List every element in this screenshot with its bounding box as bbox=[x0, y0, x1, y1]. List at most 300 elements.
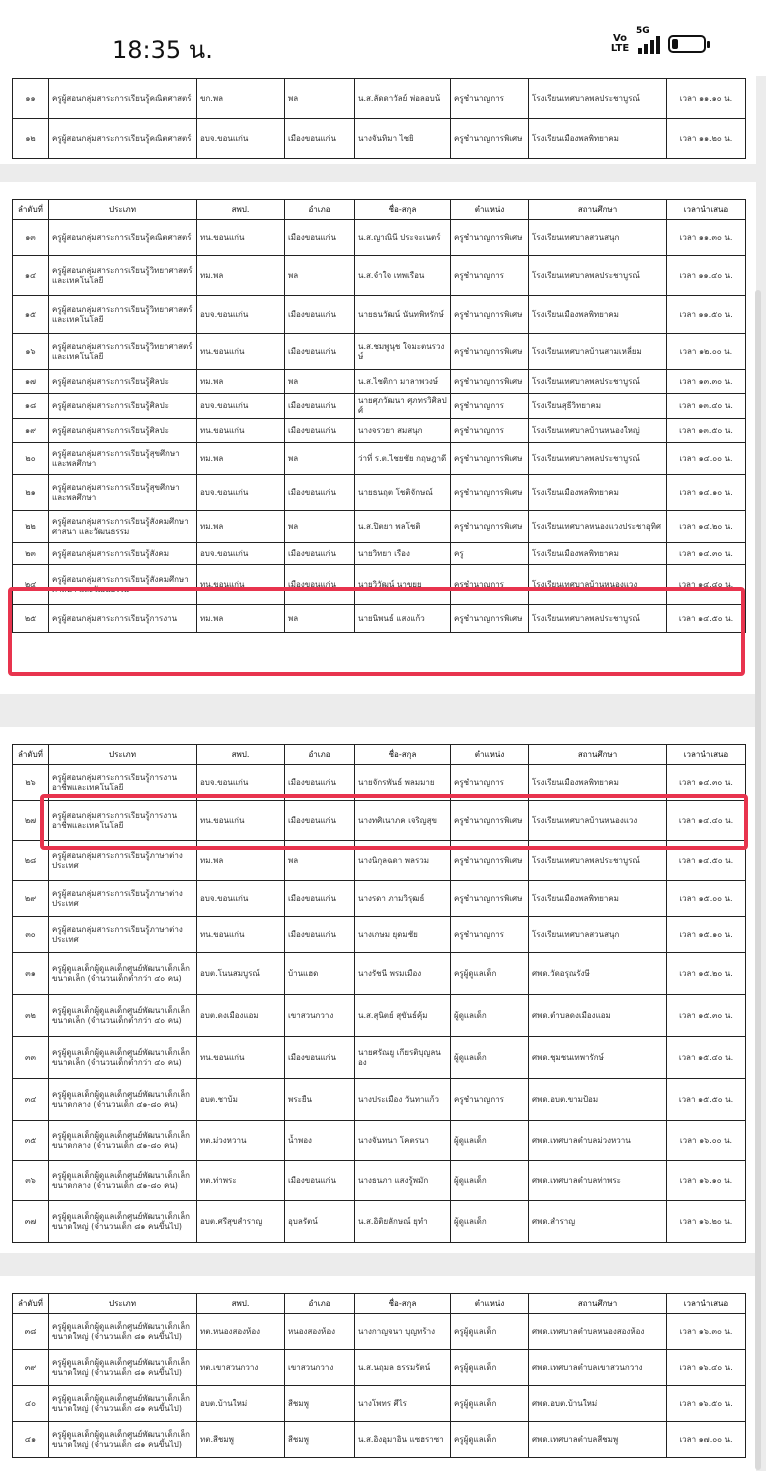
table-cell: โรงเรียนเมืองพลพิทยาคม bbox=[529, 475, 667, 511]
table-header-row bbox=[13, 200, 746, 220]
table-cell: เวลา ๑๑.๑๐ น. bbox=[667, 79, 746, 119]
table-cell: ครูชำนาญการพิเศษ bbox=[451, 475, 529, 511]
table-cell: อบจ.ขอนแก่น bbox=[197, 119, 285, 159]
table-cell: ผู้ดูแลเด็ก bbox=[451, 1161, 529, 1201]
table-row bbox=[13, 1350, 746, 1386]
table-cell: เวลา ๑๖.๔๐ น. bbox=[667, 1350, 746, 1386]
table-cell: ครูผู้ดูแลเด็กผู้ดูแลเด็กศูนย์พัฒนาเด็กเล็กขนาดใหญ่ (จำนวนเด็ก ๘๑ คนขึ้นไป) bbox=[49, 1386, 197, 1422]
table-row bbox=[13, 256, 746, 296]
table-row bbox=[13, 881, 746, 917]
table-cell: ศพด.อบต.ขามป้อม bbox=[529, 1079, 667, 1121]
table-cell: ครูผู้ดูแลเด็กผู้ดูแลเด็กศูนย์พัฒนาเด็กเล็กขนาดกลาง (จำนวนเด็ก ๔๑-๘๐ คน) bbox=[49, 1121, 197, 1161]
table-cell: ทน.ขอนแก่น bbox=[197, 565, 285, 605]
column-header: ประเภท bbox=[49, 745, 197, 765]
table-cell: โรงเรียนเทศบาลพลประชาบูรณ์ bbox=[529, 256, 667, 296]
table-cell: ทม.พล bbox=[197, 841, 285, 881]
table-cell: ครูชำนาญการพิเศษ bbox=[451, 119, 529, 159]
table-cell: ศพด.เทศบาลตำบลท่าพระ bbox=[529, 1161, 667, 1201]
table-cell: อบต.ศรีสุขสำราญ bbox=[197, 1201, 285, 1243]
table-cell: เมืองขอนแก่น bbox=[285, 119, 355, 159]
table-cell: อบจ.ขอนแก่น bbox=[197, 881, 285, 917]
table-cell: ๒๖ bbox=[13, 765, 49, 801]
column-header: เวลานำเสนอ bbox=[667, 200, 746, 220]
table-cell: ครูผู้สอนกลุ่มสาระการเรียนรู้สุขศึกษาและพลศึกษา bbox=[49, 475, 197, 511]
table-cell: โรงเรียนเทศบาลบ้านหนองใหญ่ bbox=[529, 419, 667, 443]
column-header: ตำแหน่ง bbox=[451, 745, 529, 765]
table-cell: ๓๐ bbox=[13, 917, 49, 953]
table-row bbox=[13, 475, 746, 511]
table-cell: ครูชำนาญการ bbox=[451, 79, 529, 119]
table-cell: นายธนวัฒน์ นันทพิทรักษ์ bbox=[355, 296, 451, 334]
table-cell: ครูผู้ดูแลเด็กผู้ดูแลเด็กศูนย์พัฒนาเด็กเล็กขนาดเล็ก (จำนวนเด็กต่ำกว่า ๔๐ คน) bbox=[49, 953, 197, 995]
table-cell: นางกาญจนา บุญทร้าง bbox=[355, 1314, 451, 1350]
table-cell: ครูชำนาญการ bbox=[451, 917, 529, 953]
table-cell: น.ส.ไชติกา มาลาพวงษ์ bbox=[355, 370, 451, 394]
table-row bbox=[13, 1386, 746, 1422]
table-cell: นางทศิเนาภค เจริญสุข bbox=[355, 801, 451, 841]
table-cell: นางธนภา แสงรู้พมัก bbox=[355, 1161, 451, 1201]
table-cell: โรงเรียนเทศบาลพลประชาบูรณ์ bbox=[529, 841, 667, 881]
table-cell: ทม.พล bbox=[197, 605, 285, 633]
table-cell: โรงเรียนเทศบาลสวนสนุก bbox=[529, 917, 667, 953]
table-cell: ๑๗ bbox=[13, 370, 49, 394]
table-cell: ๓๗ bbox=[13, 1201, 49, 1243]
table-cell: ว่าที่ ร.ต.ไชยชัย กฤษฎาดี bbox=[355, 443, 451, 475]
column-header: ชื่อ-สกุล bbox=[355, 1294, 451, 1314]
column-header: ชื่อ-สกุล bbox=[355, 200, 451, 220]
table-cell: นายวิวัฒน์ นาขยุย bbox=[355, 565, 451, 605]
table-cell: ทม.พล bbox=[197, 511, 285, 543]
table-cell: ครูชำนาญการ bbox=[451, 394, 529, 419]
table-row bbox=[13, 1121, 746, 1161]
table-cell: ๓๙ bbox=[13, 1350, 49, 1386]
table-cell: นายศุภวัฒนา ศุภทรวิศิลปศ์ bbox=[355, 394, 451, 419]
table-cell: ทน.ขอนแก่น bbox=[197, 917, 285, 953]
table-cell: ครูผู้สอนกลุ่มสาระการเรียนรู้คณิตศาสตร์ bbox=[49, 79, 197, 119]
table-cell: เวลา ๑๑.๓๐ น. bbox=[667, 220, 746, 256]
table-cell: ครูชำนาญการ bbox=[451, 565, 529, 605]
column-header: อำเภอ bbox=[285, 745, 355, 765]
table-cell: พระยืน bbox=[285, 1079, 355, 1121]
table-cell: เวลา ๑๔.๓๐ น. bbox=[667, 765, 746, 801]
table-cell: เมืองขอนแก่น bbox=[285, 881, 355, 917]
column-header: ลำดับที่ bbox=[13, 745, 49, 765]
table-cell: โรงเรียนเมืองพลพิทยาคม bbox=[529, 119, 667, 159]
table-cell: ผู้ดูแลเด็ก bbox=[451, 1121, 529, 1161]
table-cell: นางจันทนา โคตรนา bbox=[355, 1121, 451, 1161]
table-header-row bbox=[13, 745, 746, 765]
table-cell: เวลา ๑๑.๕๐ น. bbox=[667, 296, 746, 334]
table-cell: นายจักรพันธ์ พลมมาย bbox=[355, 765, 451, 801]
table-cell: โรงเรียนเมืองพลพิทยาคม bbox=[529, 765, 667, 801]
table-cell: ทน.ขอนแก่น bbox=[197, 220, 285, 256]
table-cell: ครูชำนาญการ bbox=[451, 1079, 529, 1121]
table-cell: ทต.สีชมพู bbox=[197, 1422, 285, 1458]
table-cell: ๑๓ bbox=[13, 220, 49, 256]
table-cell: อบต.ชาบ้ม bbox=[197, 1079, 285, 1121]
table-cell: นายวิทยา เรือง bbox=[355, 543, 451, 565]
table-row bbox=[13, 1422, 746, 1458]
table-cell: สีชมพู bbox=[285, 1422, 355, 1458]
table-cell: เมืองขอนแก่น bbox=[285, 801, 355, 841]
table-row bbox=[13, 220, 746, 256]
column-header: ประเภท bbox=[49, 1294, 197, 1314]
table-cell: ศพด.เทศบาลตำบลสีชมพู bbox=[529, 1422, 667, 1458]
table-cell: ครูผู้ดูแลเด็กผู้ดูแลเด็กศูนย์พัฒนาเด็กเล็กขนาดเล็ก (จำนวนเด็กต่ำกว่า ๔๐ คน) bbox=[49, 995, 197, 1037]
table-cell: เวลา ๑๔.๕๐ น. bbox=[667, 841, 746, 881]
table-cell: ครูผู้ดูแลเด็กผู้ดูแลเด็กศูนย์พัฒนาเด็กเล็กขนาดเล็ก (จำนวนเด็กต่ำกว่า ๔๐ คน) bbox=[49, 1037, 197, 1079]
status-time: 18:35 น. bbox=[112, 36, 213, 64]
table-cell: ๑๙ bbox=[13, 419, 49, 443]
table-row bbox=[13, 1037, 746, 1079]
table-cell: ๒๓ bbox=[13, 543, 49, 565]
table-cell: น.ส.นฤมล ธรรมรัตน์ bbox=[355, 1350, 451, 1386]
table-cell: ๒๑ bbox=[13, 475, 49, 511]
table-cell: ครูผู้สอนกลุ่มสาระการเรียนรู้สังคมศึกษา ศาสนา และวัฒนธรรม bbox=[49, 511, 197, 543]
table-cell: ครูผู้สอนกลุ่มสาระการเรียนรู้การงานอาชีพและเทคโนโลยี bbox=[49, 765, 197, 801]
table-cell: ศพด.สำราญ bbox=[529, 1201, 667, 1243]
table-cell: ครูชำนาญการ bbox=[451, 419, 529, 443]
table-cell: น.ส.จำใจ เทพเรือน bbox=[355, 256, 451, 296]
table-cell: เวลา ๑๖.๕๐ น. bbox=[667, 1386, 746, 1422]
table-cell: ศพด.เทศบาลตำบลเขาสวนกวาง bbox=[529, 1350, 667, 1386]
table-cell: ทม.พล bbox=[197, 370, 285, 394]
table-cell: เวลา ๑๔.๔๐ น. bbox=[667, 565, 746, 605]
column-header: ประเภท bbox=[49, 200, 197, 220]
table-cell: เวลา ๑๔.๐๐ น. bbox=[667, 443, 746, 475]
table-cell: ครูชำนาญการพิเศษ bbox=[451, 841, 529, 881]
table-cell: เวลา ๑๖.๒๐ น. bbox=[667, 1201, 746, 1243]
table-cell: ทน.ขอนแก่น bbox=[197, 419, 285, 443]
table-cell: ทน.ขอนแก่น bbox=[197, 1037, 285, 1079]
table-cell: โรงเรียนเทศบาลสวนสนุก bbox=[529, 220, 667, 256]
table-row bbox=[13, 543, 746, 565]
table-cell: ๓๖ bbox=[13, 1161, 49, 1201]
table-cell: เวลา ๑๕.๑๐ น. bbox=[667, 917, 746, 953]
table-cell: พล bbox=[285, 256, 355, 296]
battery-level bbox=[672, 39, 678, 49]
table-cell: ครูผู้ดูแลเด็กผู้ดูแลเด็กศูนย์พัฒนาเด็กเล็กขนาดกลาง (จำนวนเด็ก ๔๑-๘๐ คน) bbox=[49, 1161, 197, 1201]
column-header: เวลานำเสนอ bbox=[667, 1294, 746, 1314]
table-row bbox=[13, 1314, 746, 1350]
column-header: สพป. bbox=[197, 200, 285, 220]
table-cell: ครูชำนาญการพิเศษ bbox=[451, 370, 529, 394]
column-header: สถานศึกษา bbox=[529, 200, 667, 220]
table-cell: ครูชำนาญการพิเศษ bbox=[451, 296, 529, 334]
table-body-1 bbox=[13, 79, 746, 159]
table-cell: โรงเรียนเทศบาลหนองแวงประชาอุทิศ bbox=[529, 511, 667, 543]
table-cell: นายศรัณยู เกียรติบุญลนอง bbox=[355, 1037, 451, 1079]
table-cell: นางจรวยา สมสนุก bbox=[355, 419, 451, 443]
table-cell: ผู้ดูแลเด็ก bbox=[451, 1201, 529, 1243]
schedule-table-1 bbox=[12, 78, 746, 159]
table-cell: โรงเรียนเทศบาลพลประชาบูรณ์ bbox=[529, 370, 667, 394]
table-cell: ๑๘ bbox=[13, 394, 49, 419]
table-cell: โรงเรียนเมืองพลพิทยาคม bbox=[529, 543, 667, 565]
table-cell: นางรัชนี พรมเมือง bbox=[355, 953, 451, 995]
table-row bbox=[13, 419, 746, 443]
table-row bbox=[13, 334, 746, 370]
table-cell: พล bbox=[285, 443, 355, 475]
table-cell: ๑๖ bbox=[13, 334, 49, 370]
table-cell: นางนิกุลฉดา พลรวม bbox=[355, 841, 451, 881]
table-cell: น.ส.สุนิตย์ สุขันธ์คุ้ม bbox=[355, 995, 451, 1037]
table-cell: ครูผู้สอนกลุ่มสาระการเรียนรู้ภาษาต่างประเทศ bbox=[49, 881, 197, 917]
table-cell: ศพด.อบต.บ้านใหม่ bbox=[529, 1386, 667, 1422]
table-row bbox=[13, 370, 746, 394]
table-cell: ผู้ดูแลเด็ก bbox=[451, 995, 529, 1037]
table-cell: น.ส.ชมพูนุช ใจมะตนรวงษ์ bbox=[355, 334, 451, 370]
table-cell: ขก.พล bbox=[197, 79, 285, 119]
table-cell: เวลา ๑๔.๑๐ น. bbox=[667, 475, 746, 511]
table-cell: ครูผู้สอนกลุ่มสาระการเรียนรู้วิทยาศาสตร์และเทคโนโลยี bbox=[49, 256, 197, 296]
table-cell: ๒๘ bbox=[13, 841, 49, 881]
table-cell: ทต.เขาสวนกวาง bbox=[197, 1350, 285, 1386]
table-cell: เวลา ๑๕.๓๐ น. bbox=[667, 995, 746, 1037]
table-cell: ทต.ม่วงหวาน bbox=[197, 1121, 285, 1161]
table-cell: พล bbox=[285, 79, 355, 119]
table-row bbox=[13, 917, 746, 953]
table-cell: ครูผู้ดูแลเด็ก bbox=[451, 1422, 529, 1458]
table-cell: ๓๑ bbox=[13, 953, 49, 995]
table-row bbox=[13, 443, 746, 475]
table-cell: เวลา ๑๔.๒๐ น. bbox=[667, 511, 746, 543]
column-header: สพป. bbox=[197, 745, 285, 765]
table-cell: เมืองขอนแก่น bbox=[285, 917, 355, 953]
table-cell: เมืองขอนแก่น bbox=[285, 475, 355, 511]
network-type: 5G bbox=[636, 26, 650, 36]
table-cell: ครูชำนาญการพิเศษ bbox=[451, 881, 529, 917]
battery-icon bbox=[668, 35, 706, 53]
table-cell: อบต.โนนสมบูรณ์ bbox=[197, 953, 285, 995]
column-header: ชื่อ-สกุล bbox=[355, 745, 451, 765]
column-header: ตำแหน่ง bbox=[451, 200, 529, 220]
table-cell: เวลา ๑๖.๓๐ น. bbox=[667, 1314, 746, 1350]
table-cell: โรงเรียนสุธีวิทยาคม bbox=[529, 394, 667, 419]
column-header: สพป. bbox=[197, 1294, 285, 1314]
table-cell: ครูผู้สอนกลุ่มสาระการเรียนรู้การงาน bbox=[49, 605, 197, 633]
table-cell: เวลา ๑๗.๐๐ น. bbox=[667, 1422, 746, 1458]
column-header: อำเภอ bbox=[285, 1294, 355, 1314]
table-cell: อบต.บ้านใหม่ bbox=[197, 1386, 285, 1422]
column-header: อำเภอ bbox=[285, 200, 355, 220]
volte-icon: Vo LTE bbox=[610, 33, 630, 54]
table-cell: ๑๔ bbox=[13, 256, 49, 296]
column-header: สถานศึกษา bbox=[529, 1294, 667, 1314]
table-cell: นางจันทิมา ไชยิ bbox=[355, 119, 451, 159]
table-cell: พล bbox=[285, 511, 355, 543]
highlight-box-row-27 bbox=[40, 794, 748, 850]
table-cell: เมืองขอนแก่น bbox=[285, 296, 355, 334]
table-cell: นางรดา ภามวิรุฒธ์ bbox=[355, 881, 451, 917]
table-cell: ครูผู้สอนกลุ่มสาระการเรียนรู้วิทยาศาสตร์และเทคโนโลยี bbox=[49, 334, 197, 370]
table-cell: อบจ.ขอนแก่น bbox=[197, 475, 285, 511]
table-cell: ครูผู้สอนกลุ่มสาระการเรียนรู้สังคมศึกษา ศาสนา และวัฒนธรรม bbox=[49, 565, 197, 605]
table-cell: เวลา ๑๕.๕๐ น. bbox=[667, 1079, 746, 1121]
table-cell: อบจ.ขอนแก่น bbox=[197, 296, 285, 334]
table-cell: เมืองขอนแก่น bbox=[285, 394, 355, 419]
table-cell: โรงเรียนเทศบาลบ้านหนองแวง bbox=[529, 565, 667, 605]
table-cell: น.ส.ญาณินี ประจะเนตร์ bbox=[355, 220, 451, 256]
table-cell: น้ำพอง bbox=[285, 1121, 355, 1161]
table-cell: ๓๔ bbox=[13, 1079, 49, 1121]
table-cell: ครูผู้ดูแลเด็กผู้ดูแลเด็กศูนย์พัฒนาเด็กเล็กขนาดใหญ่ (จำนวนเด็ก ๘๑ คนขึ้นไป) bbox=[49, 1350, 197, 1386]
table-cell: ครูผู้สอนกลุ่มสาระการเรียนรู้คณิตศาสตร์ bbox=[49, 119, 197, 159]
table-cell: ครูผู้ดูแลเด็ก bbox=[451, 1314, 529, 1350]
table-cell: น.ส.อิงอุมาอิน แซฮราซา bbox=[355, 1422, 451, 1458]
table-cell: ทม.พล bbox=[197, 443, 285, 475]
table-cell: เมืองขอนแก่น bbox=[285, 765, 355, 801]
table-cell: น.ส.ลัดดาวัลย์ พ่อลอบน้ bbox=[355, 79, 451, 119]
table-cell: ๓๓ bbox=[13, 1037, 49, 1079]
table-cell: ทน.ขอนแก่น bbox=[197, 801, 285, 841]
table-row bbox=[13, 1161, 746, 1201]
table-cell: ครูผู้ดูแลเด็กผู้ดูแลเด็กศูนย์พัฒนาเด็กเล็กขนาดใหญ่ (จำนวนเด็ก ๘๑ คนขึ้นไป) bbox=[49, 1201, 197, 1243]
highlight-box-row-24-25 bbox=[8, 587, 745, 676]
table-cell: ทน.ขอนแก่น bbox=[197, 334, 285, 370]
document-page-4 bbox=[0, 1276, 756, 1471]
table-cell: ครูผู้สอนกลุ่มสาระการเรียนรู้การงานอาชีพและเทคโนโลยี bbox=[49, 801, 197, 841]
signal-icon bbox=[636, 26, 660, 54]
table-cell: ครูผู้ดูแลเด็กผู้ดูแลเด็กศูนย์พัฒนาเด็กเล็กขนาดใหญ่ (จำนวนเด็ก ๘๑ คนขึ้นไป) bbox=[49, 1314, 197, 1350]
table-cell: เวลา ๑๓.๓๐ น. bbox=[667, 370, 746, 394]
table-cell: ครูชำนาญการ bbox=[451, 765, 529, 801]
table-cell: น.ส.ปิตยา พลโชติ bbox=[355, 511, 451, 543]
table-cell: บ้านแฮด bbox=[285, 953, 355, 995]
table-cell: ครูผู้ดูแลเด็กผู้ดูแลเด็กศูนย์พัฒนาเด็กเล็กขนาดใหญ่ (จำนวนเด็ก ๘๑ คนขึ้นไป) bbox=[49, 1422, 197, 1458]
table-cell: ทม.พล bbox=[197, 256, 285, 296]
table-cell: ครูชำนาญการพิเศษ bbox=[451, 334, 529, 370]
table-cell: เวลา ๑๓.๕๐ น. bbox=[667, 419, 746, 443]
table-cell: ครู bbox=[451, 543, 529, 565]
table-cell: ครูชำนาญการพิเศษ bbox=[451, 801, 529, 841]
table-row bbox=[13, 296, 746, 334]
table-cell: เวลา ๑๑.๒๐ น. bbox=[667, 119, 746, 159]
table-cell: ศพด.เทศบาลตำบลม่วงหวาน bbox=[529, 1121, 667, 1161]
table-cell: อบต.ดงเมืองแอม bbox=[197, 995, 285, 1037]
schedule-table-4 bbox=[12, 1293, 746, 1458]
table-cell: ผู้ดูแลเด็ก bbox=[451, 1037, 529, 1079]
table-body-4 bbox=[13, 1314, 746, 1458]
table-cell: ๒๔ bbox=[13, 565, 49, 605]
table-cell: เวลา ๑๕.๔๐ น. bbox=[667, 1037, 746, 1079]
table-cell: เขาสวนกวาง bbox=[285, 995, 355, 1037]
table-cell: อุบลรัตน์ bbox=[285, 1201, 355, 1243]
table-cell: ครูผู้ดูแลเด็ก bbox=[451, 1386, 529, 1422]
table-row bbox=[13, 1201, 746, 1243]
status-bar bbox=[0, 0, 766, 76]
table-cell: เวลา ๑๑.๔๐ น. bbox=[667, 256, 746, 296]
document-page-1 bbox=[0, 76, 756, 164]
table-cell: เวลา ๑๓.๔๐ น. bbox=[667, 394, 746, 419]
table-cell: ๔๐ bbox=[13, 1386, 49, 1422]
table-row bbox=[13, 79, 746, 119]
table-cell: ๒๙ bbox=[13, 881, 49, 917]
table-cell: ๒๗ bbox=[13, 801, 49, 841]
table-cell: เวลา ๑๔.๔๐ น. bbox=[667, 801, 746, 841]
table-row bbox=[13, 953, 746, 995]
table-cell: นายธนฤต โชติจักษณ์ bbox=[355, 475, 451, 511]
table-cell: เวลา ๑๔.๕๐ น. bbox=[667, 605, 746, 633]
table-cell: พล bbox=[285, 370, 355, 394]
table-cell: เมืองขอนแก่น bbox=[285, 1161, 355, 1201]
table-cell: เมืองขอนแก่น bbox=[285, 334, 355, 370]
table-cell: ครูผู้สอนกลุ่มสาระการเรียนรู้ภาษาต่างประเทศ bbox=[49, 841, 197, 881]
table-cell: โรงเรียนเทศบาลพลประชาบูรณ์ bbox=[529, 79, 667, 119]
table-cell: เวลา ๑๕.๒๐ น. bbox=[667, 953, 746, 995]
scrollbar[interactable] bbox=[755, 290, 761, 1470]
column-header: ลำดับที่ bbox=[13, 200, 49, 220]
table-cell: ครูผู้สอนกลุ่มสาระการเรียนรู้วิทยาศาสตร์และเทคโนโลยี bbox=[49, 296, 197, 334]
table-cell: ๓๘ bbox=[13, 1314, 49, 1350]
table-cell: ศพด.ชุมชนเทพารักษ์ bbox=[529, 1037, 667, 1079]
table-cell: เวลา ๑๒.๐๐ น. bbox=[667, 334, 746, 370]
table-cell: ครูผู้ดูแลเด็ก bbox=[451, 953, 529, 995]
table-cell: เวลา ๑๔.๓๐ น. bbox=[667, 543, 746, 565]
table-row bbox=[13, 511, 746, 543]
table-row bbox=[13, 1079, 746, 1121]
table-cell: โรงเรียนเมืองพลพิทยาคม bbox=[529, 881, 667, 917]
table-cell: ๔๑ bbox=[13, 1422, 49, 1458]
table-cell: เมืองขอนแก่น bbox=[285, 565, 355, 605]
table-cell: อบจ.ขอนแก่น bbox=[197, 394, 285, 419]
table-cell: ๓๕ bbox=[13, 1121, 49, 1161]
table-cell: โรงเรียนเทศบาลพลประชาบูรณ์ bbox=[529, 443, 667, 475]
table-cell: นางเกษม ยุดมชัย bbox=[355, 917, 451, 953]
table-cell: เมืองขอนแก่น bbox=[285, 220, 355, 256]
table-cell: โรงเรียนเทศบาลบ้านหนองแวง bbox=[529, 801, 667, 841]
table-cell: นายนิพนธ์ แสงแก้ว bbox=[355, 605, 451, 633]
schedule-table-2 bbox=[12, 199, 746, 633]
table-cell: ๒๐ bbox=[13, 443, 49, 475]
table-cell: ศพด.เทศบาลตำบลหนองสองห้อง bbox=[529, 1314, 667, 1350]
table-cell: ครูชำนาญการ bbox=[451, 256, 529, 296]
table-cell: อบจ.ขอนแก่น bbox=[197, 765, 285, 801]
status-icons bbox=[610, 26, 706, 54]
table-cell: ครูผู้ดูแลเด็ก bbox=[451, 1350, 529, 1386]
table-cell: เวลา ๑๕.๐๐ น. bbox=[667, 881, 746, 917]
table-cell: พล bbox=[285, 605, 355, 633]
table-cell: ครูชำนาญการพิเศษ bbox=[451, 605, 529, 633]
column-header: สถานศึกษา bbox=[529, 745, 667, 765]
table-cell: เวลา ๑๖.๐๐ น. bbox=[667, 1121, 746, 1161]
table-cell: เมืองขอนแก่น bbox=[285, 543, 355, 565]
table-cell: ศพด.วัดอรุณรังษี bbox=[529, 953, 667, 995]
table-cell: ครูผู้สอนกลุ่มสาระการเรียนรู้คณิตศาสตร์ bbox=[49, 220, 197, 256]
table-cell: ครูผู้ดูแลเด็กผู้ดูแลเด็กศูนย์พัฒนาเด็กเล็กขนาดกลาง (จำนวนเด็ก ๔๑-๘๐ คน) bbox=[49, 1079, 197, 1121]
table-cell: ๑๑ bbox=[13, 79, 49, 119]
table-cell: เวลา ๑๖.๑๐ น. bbox=[667, 1161, 746, 1201]
column-header: ตำแหน่ง bbox=[451, 1294, 529, 1314]
table-cell: ๑๕ bbox=[13, 296, 49, 334]
table-cell: ครูผู้สอนกลุ่มสาระการเรียนรู้สังคม bbox=[49, 543, 197, 565]
table-cell: ครูผู้สอนกลุ่มสาระการเรียนรู้ภาษาต่างประเทศ bbox=[49, 917, 197, 953]
table-row bbox=[13, 995, 746, 1037]
table-row bbox=[13, 119, 746, 159]
table-row bbox=[13, 394, 746, 419]
column-header: เวลานำเสนอ bbox=[667, 745, 746, 765]
table-cell: ครูผู้สอนกลุ่มสาระการเรียนรู้ศิลปะ bbox=[49, 394, 197, 419]
table-cell: ศพด.ตำบลดงเมืองแอม bbox=[529, 995, 667, 1037]
table-cell: โรงเรียนเทศบาลพลประชาบูรณ์ bbox=[529, 605, 667, 633]
table-cell: เขาสวนกวาง bbox=[285, 1350, 355, 1386]
table-cell: ครูผู้สอนกลุ่มสาระการเรียนรู้ศิลปะ bbox=[49, 419, 197, 443]
table-cell: ทต.หนองสองห้อง bbox=[197, 1314, 285, 1350]
table-cell: ๒๕ bbox=[13, 605, 49, 633]
table-cell: สีชมพู bbox=[285, 1386, 355, 1422]
table-cell: ทต.ท่าพระ bbox=[197, 1161, 285, 1201]
table-cell: นางโพทร ศีไร bbox=[355, 1386, 451, 1422]
